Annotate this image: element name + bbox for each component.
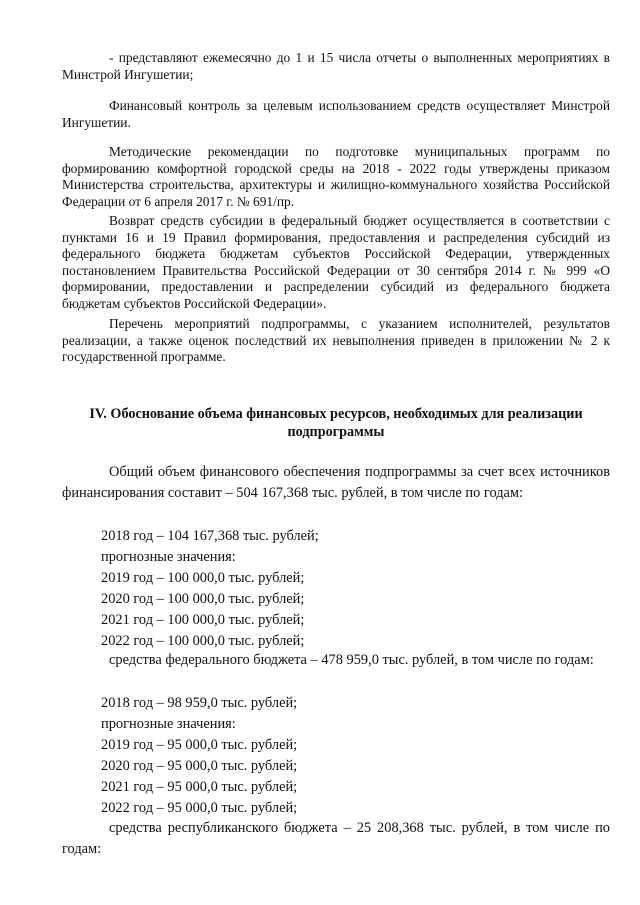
- paragraph-total-funding: Общий объем финансового обеспечения подпрограммы за счет всех источников финансирования составит – 504 167,368 тыс. рублей, в том числе по годам:: [62, 464, 610, 501]
- paragraph-republic-funding: средства республиканского бюджета – 25 208,368 тыс. рублей, в том числе по годам:: [62, 820, 610, 857]
- paragraph-reports: - представляют ежемесячно до 1 и 15 числа отчеты о выполненных мероприятиях в Минстрой Ингушетии;: [62, 50, 610, 82]
- funding-line: 2018 год – 104 167,368 тыс. рублей;: [101, 528, 319, 544]
- federal-funding-line: 2021 год – 95 000,0 тыс. рублей;: [101, 779, 298, 795]
- paragraph-methodical-recommendations: Методические рекомендации по подготовке муниципальных программ по формированию комфортной городской среды на 2018 - 2022 годы утверждены приказом Министерства строительства, архитектуры и жилищно-коммунального хозяйства Российской Федерации от 6 апреля 2017 г. № 691/пр.: [62, 144, 610, 209]
- funding-line: 2022 год – 100 000,0 тыс. рублей;: [101, 633, 305, 649]
- funding-line: 2020 год – 100 000,0 тыс. рублей;: [101, 591, 305, 607]
- paragraph-federal-funding: средства федерального бюджета – 478 959,0 тыс. рублей, в том числе по годам:: [109, 652, 594, 668]
- paragraph-financial-control: Финансовый контроль за целевым использованием средств осуществляет Минстрой Ингушетии.: [62, 98, 610, 130]
- funding-line: 2019 год – 100 000,0 тыс. рублей;: [101, 570, 305, 586]
- federal-funding-line: 2022 год – 95 000,0 тыс. рублей;: [101, 800, 298, 816]
- federal-funding-line: 2018 год – 98 959,0 тыс. рублей;: [101, 695, 298, 711]
- federal-funding-line: прогнозные значения:: [101, 716, 236, 732]
- federal-funding-line: 2019 год – 95 000,0 тыс. рублей;: [101, 737, 298, 753]
- paragraph-subsidy-return: Возврат средств субсидии в федеральный бюджет осуществляется в соответствии с пунктами 16 и 19 Правил формирования, предоставления и распределения субсидий из федерального бюджета бюджетам субъектов Российской Федерации, утвержденных постановлением Правительства Российской Федерации от 30 сентября 2014 г. № 999 «О формировании, предоставлении и распределении субсидий из федерального бюджета бюджетам субъектов Российской Федерации».: [62, 213, 610, 311]
- funding-line: 2021 год – 100 000,0 тыс. рублей;: [101, 612, 305, 628]
- federal-funding-line: 2020 год – 95 000,0 тыс. рублей;: [101, 758, 298, 774]
- funding-line: прогнозные значения:: [101, 549, 236, 565]
- paragraph-measures-list: Перечень мероприятий подпрограммы, с указанием исполнителей, результатов реализации, а также оценок последствий их невыполнения приведен в приложении № 2 к государственной программе.: [62, 316, 610, 365]
- section-heading: IV. Обоснование объема финансовых ресурсов, необходимых для реализации подпрограммы: [89, 406, 583, 440]
